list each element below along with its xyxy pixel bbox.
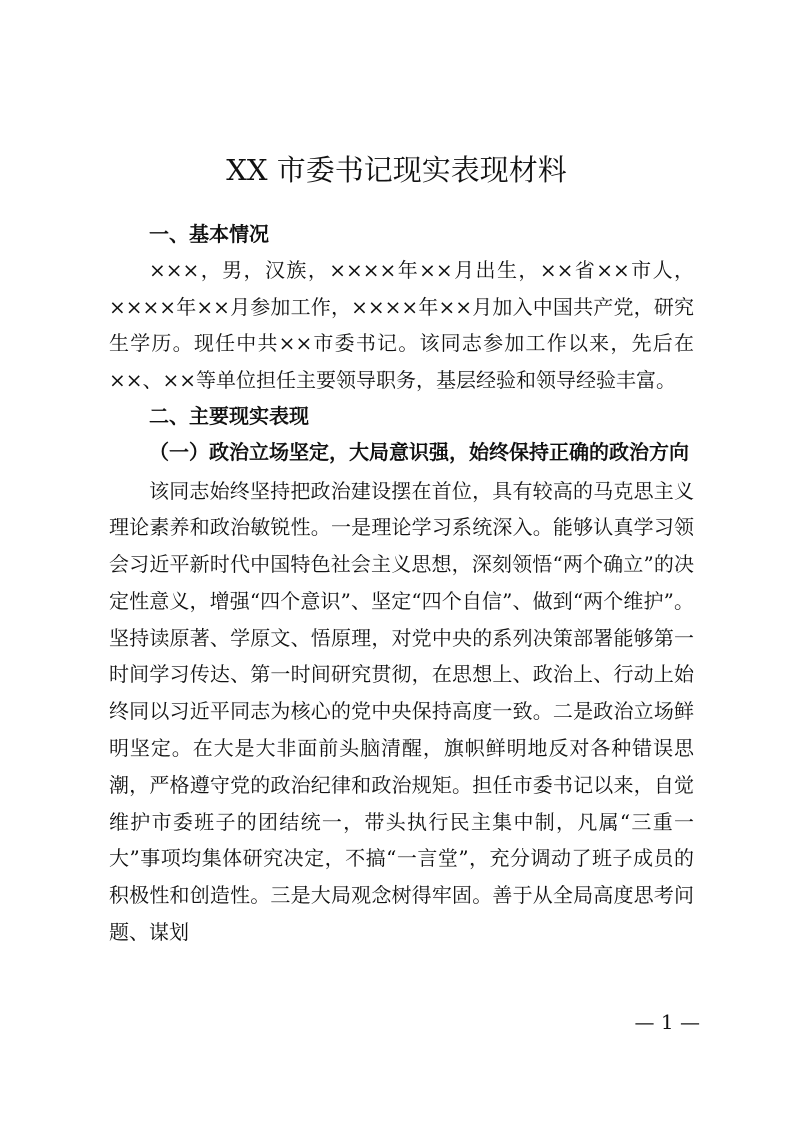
document-title: XX 市委书记现实表现材料: [226, 153, 567, 187]
political-stance-paragraph: 该同志始终坚持把政治建设摆在首位，具有较高的马克思主义理论素养和政治敏锐性。一是理论学习系统深入。能够认真学习领会习近平新时代中国特色社会主义思想，深刻领悟“两个确立”的决定性意义，增强“四个意识”、坚定“四个自信”、做到“两个维护”。坚持读原著、学原文、悟原理，对党中央的系列决策部署能够第一时间学习传达、第一时间研究贯彻，在思想上、政治上、行动上始终同以习近平同志为核心的党中央保持高度一致。二是政治立场鲜明坚定。在大是大非面前头脑清醒，旗帜鲜明地反对各种错误思潮，严格遵守党的政治纪律和政治规矩。担任市委书记以来，自觉维护市委班子的团结统一，带头执行民主集中制，凡属“三重一大”事项均集体研究决定，不搞“一言堂”，充分调动了班子成员的积极性和创造性。三是大局观念树得牢固。善于从全局高度思考问题、谋划: [109, 478, 694, 945]
basic-info-paragraph: ×××，男，汉族，××××年××月出生，××省××市人，××××年××月参加工作，××××年××月加入中国共产党，研究生学历。现任中共××市委书记。该同志参加工作以来，先后在××、××等单位担任主要领导职务，基层经验和领导经验丰富。: [109, 258, 694, 392]
document-body: [109, 216, 694, 951]
section-heading-basic-info: 一、基本情况: [149, 222, 269, 246]
subsection-heading-political-stance: （一）政治立场坚定，大局意识强，始终保持正确的政治方向: [149, 440, 689, 464]
section-heading-main-performance: 二、主要现实表现: [149, 404, 309, 428]
page-number: — 1 —: [634, 1010, 700, 1034]
